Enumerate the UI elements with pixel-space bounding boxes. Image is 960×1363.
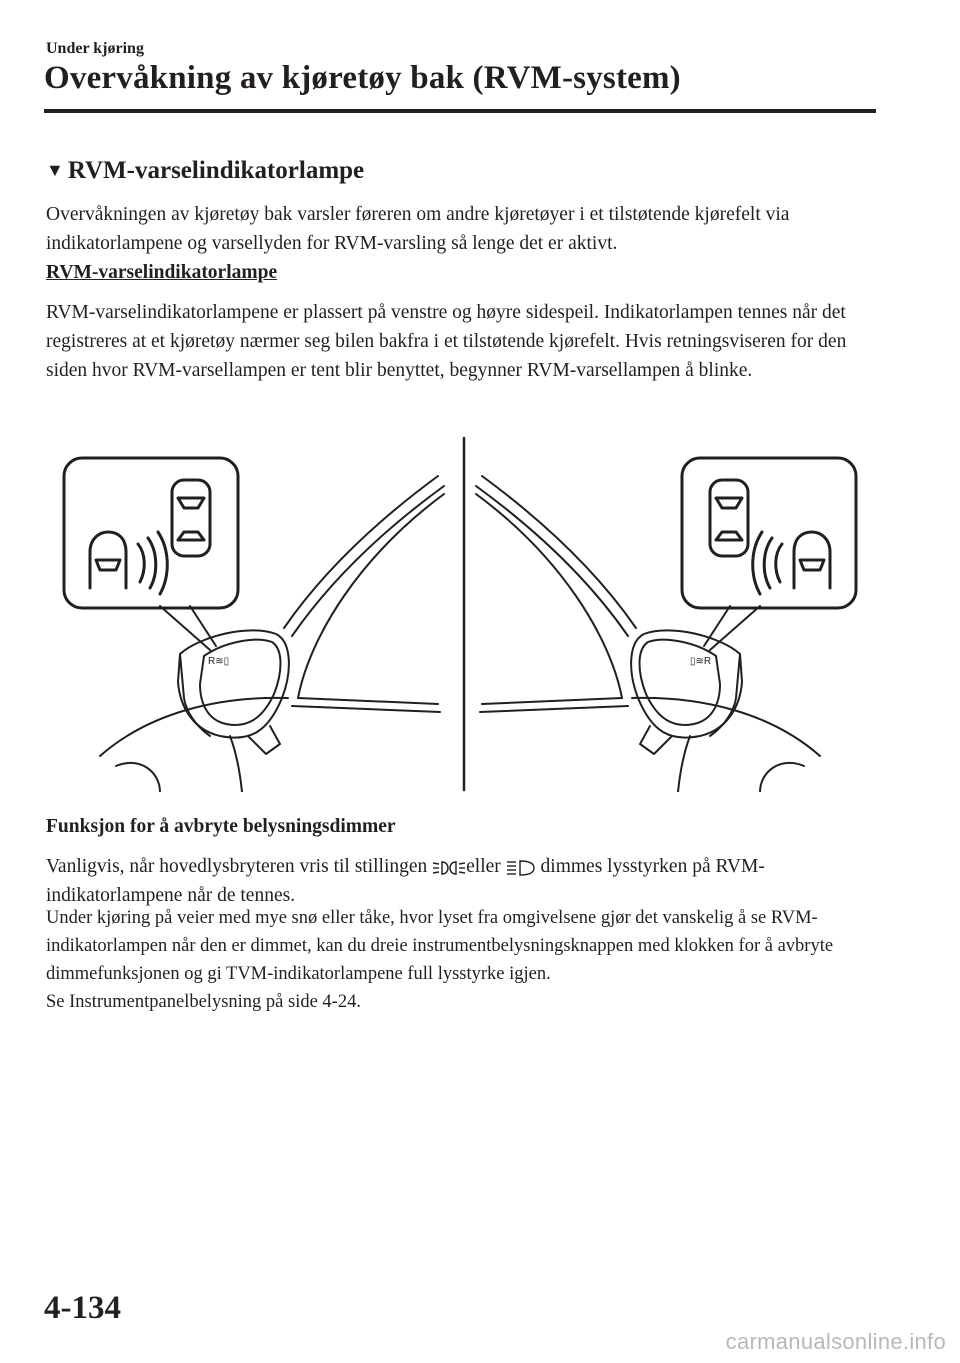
mirror-illustration — [60, 436, 860, 792]
right-mirror-view — [476, 458, 856, 792]
cross-reference: Se Instrumentpanelbelysning på side 4-24. — [46, 992, 361, 1012]
dimmer-paragraph-2 — [46, 904, 886, 1016]
parking-light-icon — [432, 859, 466, 877]
underlined-heading: RVM-varselindikatorlampe — [46, 262, 278, 283]
right-callout-car-near — [794, 532, 830, 588]
headlight-icon — [506, 859, 536, 877]
section-label: Under kjøring — [46, 40, 144, 57]
title-rule — [44, 109, 876, 113]
dimmer-text-before: Vanligvis, når hovedlysbryteren vris til stillingen — [46, 856, 433, 877]
left-mirror-view — [64, 458, 444, 792]
page-title: Overvåkning av kjøretøy bak (RVM-system) — [44, 60, 681, 96]
dimmer-paragraph-1 — [46, 852, 886, 910]
left-mirror-indicator: R≋▯ — [208, 656, 230, 667]
left-callout-car-far — [172, 480, 210, 556]
subsection-heading — [46, 157, 364, 185]
watermark: carmanualsonline.info — [725, 1329, 946, 1354]
triangle-marker-icon: ▼ — [46, 159, 64, 180]
page-number: 4-134 — [44, 1290, 121, 1326]
intro-paragraph: Overvåkningen av kjøretøy bak varsler føreren om andre kjøretøyer i et tilstøtende kjørefelt via indikatorlampene og varsellyden for RVM-varsling så lenge det er aktivt. — [46, 204, 790, 254]
left-callout-car-near — [90, 532, 126, 588]
right-mirror-indicator: ▯≋R — [690, 656, 712, 667]
right-callout-car-far — [710, 480, 748, 556]
dimmer-explanation: Under kjøring på veier med mye snø eller tåke, hvor lyset fra omgivelsene gjør det vanskelig å se RVM-indikatorlampen når den er dimmet, kan du dreie instrumentbelysningsknappen med klokken for å avbryte dimmefunksjonen og gi TVM-indikatorlampene full lysstyrke igjen. — [46, 908, 834, 984]
lamp-paragraph: RVM-varselindikatorlampene er plassert på venstre og høyre sidespeil. Indikatorlampen tennes når det registreres at et kjøretøy nærmer seg bilen bakfra i et tilstøtende kjørefelt. Hvis retningsviseren for den siden hvor RVM-varsellampen er tent blir benyttet, begynner RVM-varsellampen å blinke. — [46, 302, 847, 381]
dimmer-text-after: dimmes lysstyrken på RVM-indikatorlampene når de tennes. — [46, 856, 765, 906]
subsection-title: RVM-varselindikatorlampe — [67, 157, 365, 184]
dimmer-text-mid: eller — [466, 856, 506, 877]
dimmer-heading: Funksjon for å avbryte belysningsdimmer — [46, 816, 396, 837]
